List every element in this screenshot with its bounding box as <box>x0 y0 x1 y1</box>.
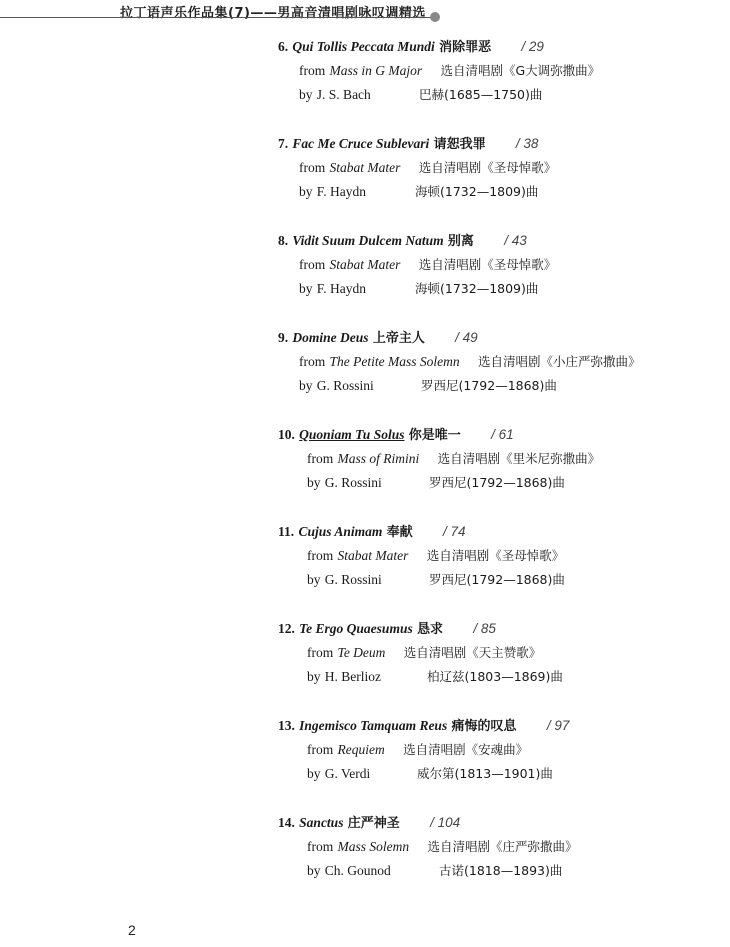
entry-number: 9. <box>278 330 289 345</box>
by-label: by <box>299 184 313 199</box>
entry-title-line <box>278 620 496 639</box>
entry-composer: G. Rossini <box>316 378 374 393</box>
entry-source-line <box>307 838 577 856</box>
book-title: 拉丁语声乐作品集(7)——男高音清唱剧咏叹调精选 <box>120 6 426 21</box>
entry-work-title: Stabat Mater <box>329 160 401 175</box>
entry-page-ref: / 97 <box>546 718 570 733</box>
entry-work-title: Mass in G Major <box>329 63 423 78</box>
entry-source-line <box>307 644 541 662</box>
entry-source-chinese: 选自清唱剧《圣母悼歌》 <box>418 257 557 272</box>
entry-title-line <box>278 232 527 251</box>
entry-number: 14. <box>278 815 295 830</box>
entry-page-ref: / 43 <box>504 233 527 248</box>
entry-page-ref: / 29 <box>521 39 544 54</box>
by-label: by <box>307 863 321 878</box>
entry-composer-chinese: 柏辽兹(1803—1869)曲 <box>427 669 563 684</box>
entry-source-line <box>307 450 600 468</box>
entry-number: 12. <box>278 621 295 636</box>
entry-source-chinese: 选自清唱剧《庄严弥撒曲》 <box>427 839 578 854</box>
entry-composer-line <box>299 377 719 395</box>
entry-chinese-title: 请恕我罪 <box>433 137 486 152</box>
entry-latin-title: Ingemisco Tamquam Reus <box>299 718 448 733</box>
entry-title-line <box>278 329 478 348</box>
entry-source-line <box>307 547 564 565</box>
entry-page-ref: / 85 <box>473 621 496 636</box>
entry-page-ref: / 38 <box>515 136 539 151</box>
entry-work-title: Requiem <box>337 742 385 757</box>
entry-latin-title: Te Ergo Quaesumus <box>299 621 413 636</box>
entry-number: 8. <box>278 233 289 248</box>
entry-composer-line <box>307 668 719 686</box>
entry-number: 11. <box>278 524 295 539</box>
from-label: from <box>299 63 326 78</box>
entry-composer-line <box>299 183 719 201</box>
entry-chinese-title: 别离 <box>447 234 474 249</box>
entry-composer-line <box>307 765 719 783</box>
entry-composer-line <box>307 474 719 492</box>
entry-chinese-title: 恳求 <box>417 622 444 637</box>
entry-chinese-title: 庄严神圣 <box>347 816 400 831</box>
entry-composer-line <box>307 571 719 589</box>
entry-composer: H. Berlioz <box>324 669 382 684</box>
by-label: by <box>307 475 321 490</box>
by-label: by <box>307 572 321 587</box>
entry-source-line <box>299 353 640 371</box>
entry-chinese-title: 痛悔的叹息 <box>451 719 517 734</box>
entry-composer-chinese: 海顿(1732—1809)曲 <box>415 281 539 296</box>
from-label: from <box>299 160 326 175</box>
entry-chinese-title: 奉献 <box>386 525 413 540</box>
header-rule <box>0 17 432 18</box>
entry-composer: J. S. Bach <box>316 87 371 102</box>
entry-page-ref: / 49 <box>455 330 478 345</box>
entry-latin-title: Domine Deus <box>292 330 369 345</box>
entry-source-chinese: 选自清唱剧《天主赞歌》 <box>403 645 542 660</box>
entry-source-chinese: 选自清唱剧《圣母悼歌》 <box>418 160 557 175</box>
entry-page-ref: / 104 <box>430 815 461 830</box>
entry-title-line <box>278 814 460 833</box>
entry-number: 6. <box>278 39 289 54</box>
from-label: from <box>307 548 334 563</box>
from-label: from <box>307 839 334 854</box>
entry-composer-chinese: 海顿(1732—1809)曲 <box>415 184 539 199</box>
entry-composer-chinese: 古诺(1818—1893)曲 <box>439 863 563 878</box>
entry-chinese-title: 你是唯一 <box>408 428 461 443</box>
entry-work-title: Stabat Mater <box>337 548 409 563</box>
entry-latin-title: Qui Tollis Peccata Mundi <box>292 39 435 54</box>
entry-source-line <box>299 256 556 274</box>
entry-latin-title: Fac Me Cruce Sublevari <box>292 136 430 151</box>
entry-source-chinese: 选自清唱剧《小庄严弥撒曲》 <box>477 354 641 369</box>
entry-composer: F. Haydn <box>316 184 366 199</box>
entry-composer: G. Rossini <box>324 572 382 587</box>
from-label: from <box>307 645 334 660</box>
entry-source-line <box>299 62 600 80</box>
entry-title-line <box>278 426 514 445</box>
by-label: by <box>299 281 313 296</box>
entry-composer-chinese: 罗西尼(1792—1868)曲 <box>429 475 565 490</box>
entry-work-title: Stabat Mater <box>329 257 401 272</box>
entry-composer: G. Verdi <box>324 766 371 781</box>
entry-composer-chinese: 罗西尼(1792—1868)曲 <box>429 572 565 587</box>
entry-work-title: Mass of Rimini <box>337 451 420 466</box>
entry-page-ref: / 74 <box>442 524 466 539</box>
entry-composer-line <box>299 280 719 298</box>
by-label: by <box>307 669 321 684</box>
entry-latin-title: Vidit Suum Dulcem Natum <box>292 233 444 248</box>
entry-source-chinese: 选自清唱剧《安魂曲》 <box>403 742 529 757</box>
entry-composer-chinese: 罗西尼(1792—1868)曲 <box>421 378 557 393</box>
entry-work-title: The Petite Mass Solemn <box>329 354 460 369</box>
entry-composer: G. Rossini <box>324 475 382 490</box>
by-label: by <box>307 766 321 781</box>
entry-number: 10. <box>278 427 295 442</box>
entry-latin-title: Sanctus <box>299 815 344 830</box>
entry-composer-line <box>299 86 719 104</box>
header-dot-ornament <box>430 12 440 22</box>
page-number: 2 <box>128 922 136 938</box>
entry-number: 13. <box>278 718 295 733</box>
entry-source-line <box>299 159 556 177</box>
entry-source-chinese: 选自清唱剧《里米尼弥撒曲》 <box>437 451 601 466</box>
entry-composer: F. Haydn <box>316 281 366 296</box>
entry-source-line <box>307 741 528 759</box>
entry-latin-title: Cujus Animam <box>298 524 383 539</box>
entry-composer: Ch. Gounod <box>324 863 391 878</box>
entry-source-chinese: 选自清唱剧《G大调弥撒曲》 <box>440 63 601 78</box>
entry-work-title: Te Deum <box>337 645 386 660</box>
from-label: from <box>307 451 334 466</box>
running-header <box>0 0 730 22</box>
by-label: by <box>299 87 313 102</box>
entry-latin-title: Quoniam Tu Solus <box>299 427 405 442</box>
entry-title-line <box>278 523 466 542</box>
entry-chinese-title: 消除罪恶 <box>439 40 492 55</box>
entry-composer-chinese: 威尔第(1813—1901)曲 <box>417 766 553 781</box>
from-label: from <box>299 354 326 369</box>
from-label: from <box>307 742 334 757</box>
entry-title-line <box>278 38 544 57</box>
entry-chinese-title: 上帝主人 <box>372 331 425 346</box>
entry-page-ref: / 61 <box>491 427 514 442</box>
entry-number: 7. <box>278 136 289 151</box>
entry-title-line <box>278 717 569 736</box>
entry-composer-line <box>307 862 719 880</box>
entry-work-title: Mass Solemn <box>337 839 410 854</box>
from-label: from <box>299 257 326 272</box>
entry-source-chinese: 选自清唱剧《圣母悼歌》 <box>426 548 565 563</box>
entry-title-line <box>278 135 538 154</box>
entry-composer-chinese: 巴赫(1685—1750)曲 <box>419 87 543 102</box>
by-label: by <box>299 378 313 393</box>
